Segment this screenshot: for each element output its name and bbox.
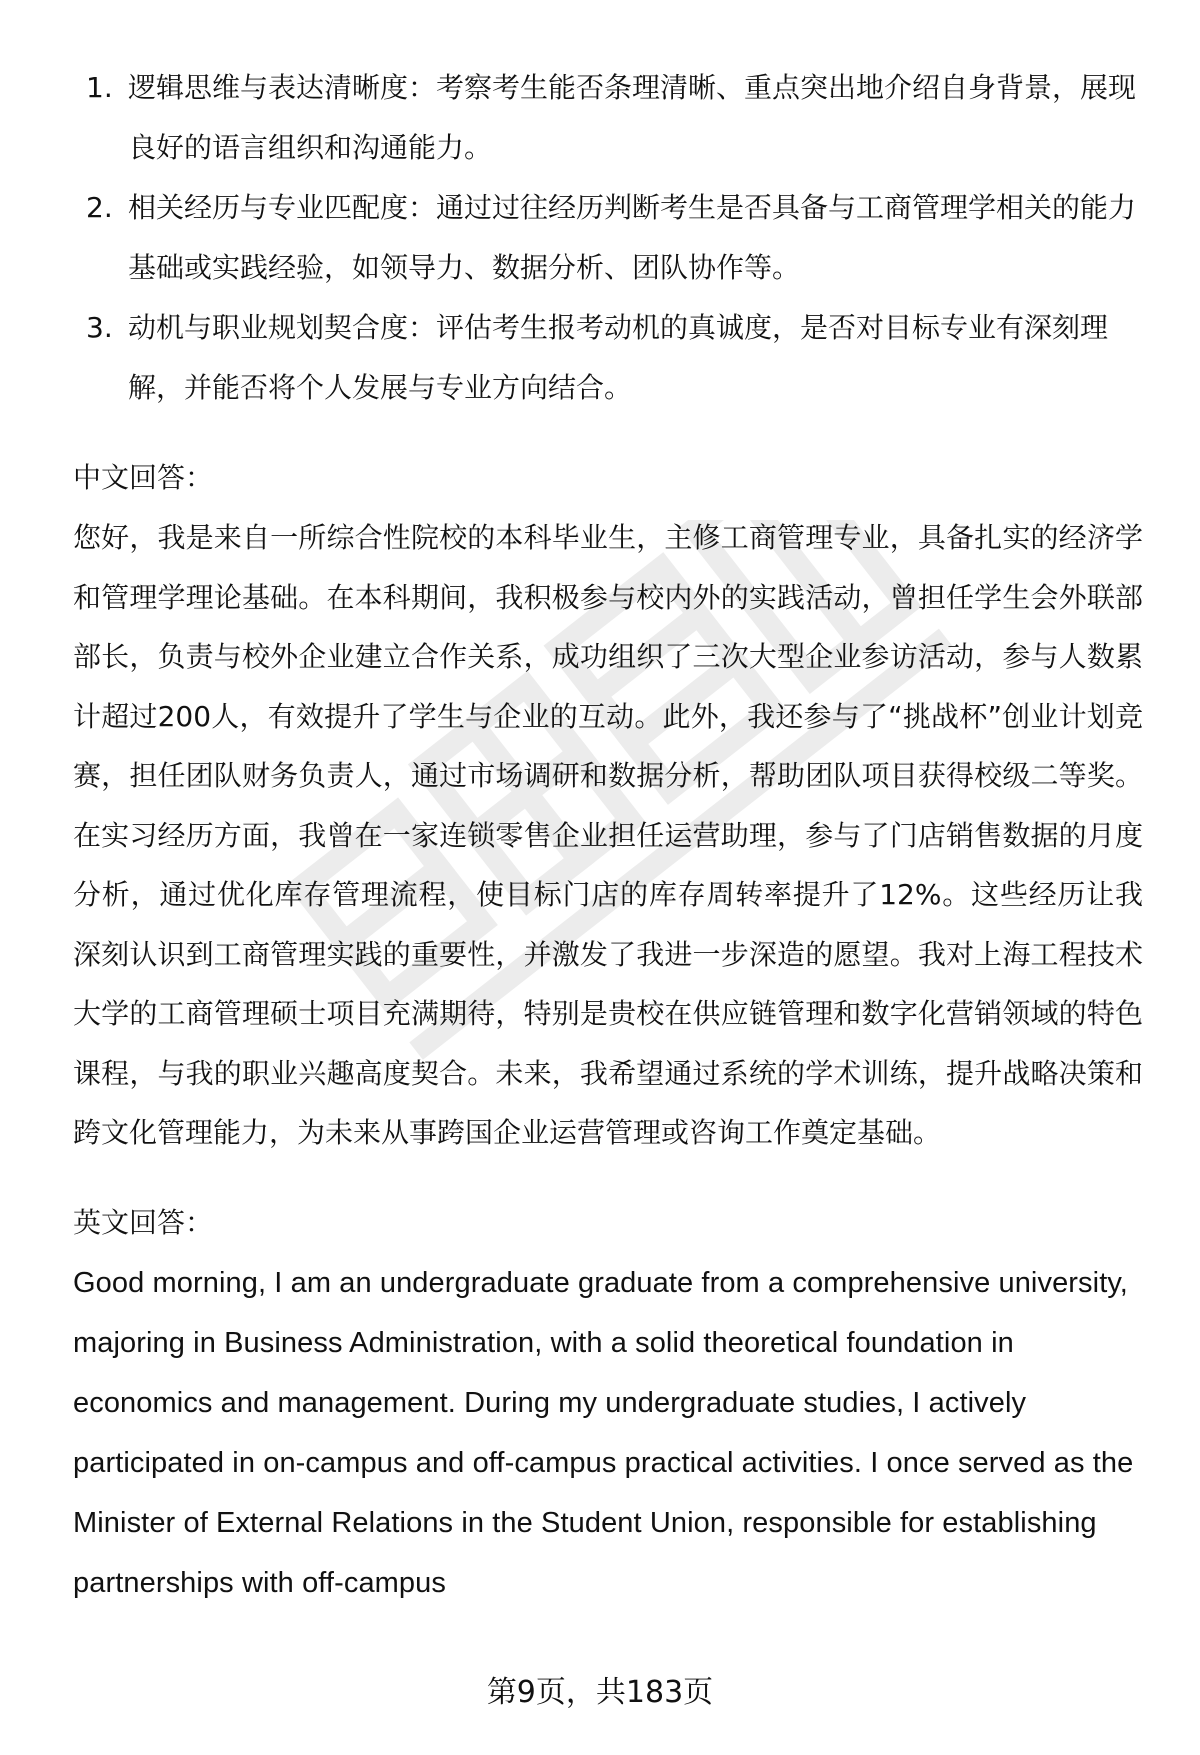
list-item-number: 2. [86, 191, 113, 224]
evaluation-criteria-list [73, 58, 1143, 418]
list-item-text: 逻辑思维与表达清晰度：考察考生能否条理清晰、重点突出地介绍自身背景，展现良好的语言组织和沟通能力。 [128, 71, 1137, 164]
list-item [73, 178, 1143, 298]
english-answer-label: 英文回答： [73, 1205, 214, 1239]
list-item-number: 3. [86, 311, 113, 344]
list-item-text: 相关经历与专业匹配度：通过过往经历判断考生是否具备与工商管理学相关的能力基础或实践经验，如领导力、数据分析、团队协作等。 [128, 191, 1137, 284]
list-item-text: 动机与职业规划契合度：评估考生报考动机的真诚度，是否对目标专业有深刻理解，并能否将个人发展与专业方向结合。 [128, 311, 1109, 404]
list-item-number: 1. [86, 71, 113, 104]
list-item [73, 298, 1143, 418]
chinese-answer-label: 中文回答： [73, 461, 214, 494]
english-answer-text: Good morning, I am an undergraduate graduate from a comprehensive university, majoring in Business Administration, with a solid theoretical foundation in economics and management. During my undergraduate studies, I actively participated in on-campus and off-campus practical activities. I once served as the Minister of External Relations in the Student Union, responsible for establishing partnerships with off-campus [73, 1266, 1134, 1599]
chinese-answer-text: 您好，我是来自一所综合性院校的本科毕业生，主修工商管理专业，具备扎实的经济学和管理学理论基础。在本科期间，我积极参与校内外的实践活动，曾担任学生会外联部部长，负责与校外企业建立合作关系，成功组织了三次大型企业参访活动，参与人数累计超过200人，有效提升了学生与企业的互动。此外，我还参与了“挑战杯”创业计划竞赛，担任团队财务负责人，通过市场调研和数据分析，帮助团队项目获得校级二等奖。在实习经历方面，我曾在一家连锁零售企业担任运营助理，参与了门店销售数据的月度分析，通过优化库存管理流程，使目标门店的库存周转率提升了12%。这些经历让我深刻认识到工商管理实践的重要性，并激发了我进一步深造的愿望。我对上海工程技术大学的工商管理硕士项目充满期待，特别是贵校在供应链管理和数字化营销领域的特色课程，与我的职业兴趣高度契合。未来，我希望通过系统的学术训练，提升战略决策和跨文化管理能力，为未来从事跨国企业运营管理或咨询工作奠定基础。 [73, 521, 1143, 1149]
page-number-footer: 第9页，共183页 [486, 1675, 714, 1710]
list-item [73, 58, 1143, 178]
document-body [73, 58, 1143, 1613]
